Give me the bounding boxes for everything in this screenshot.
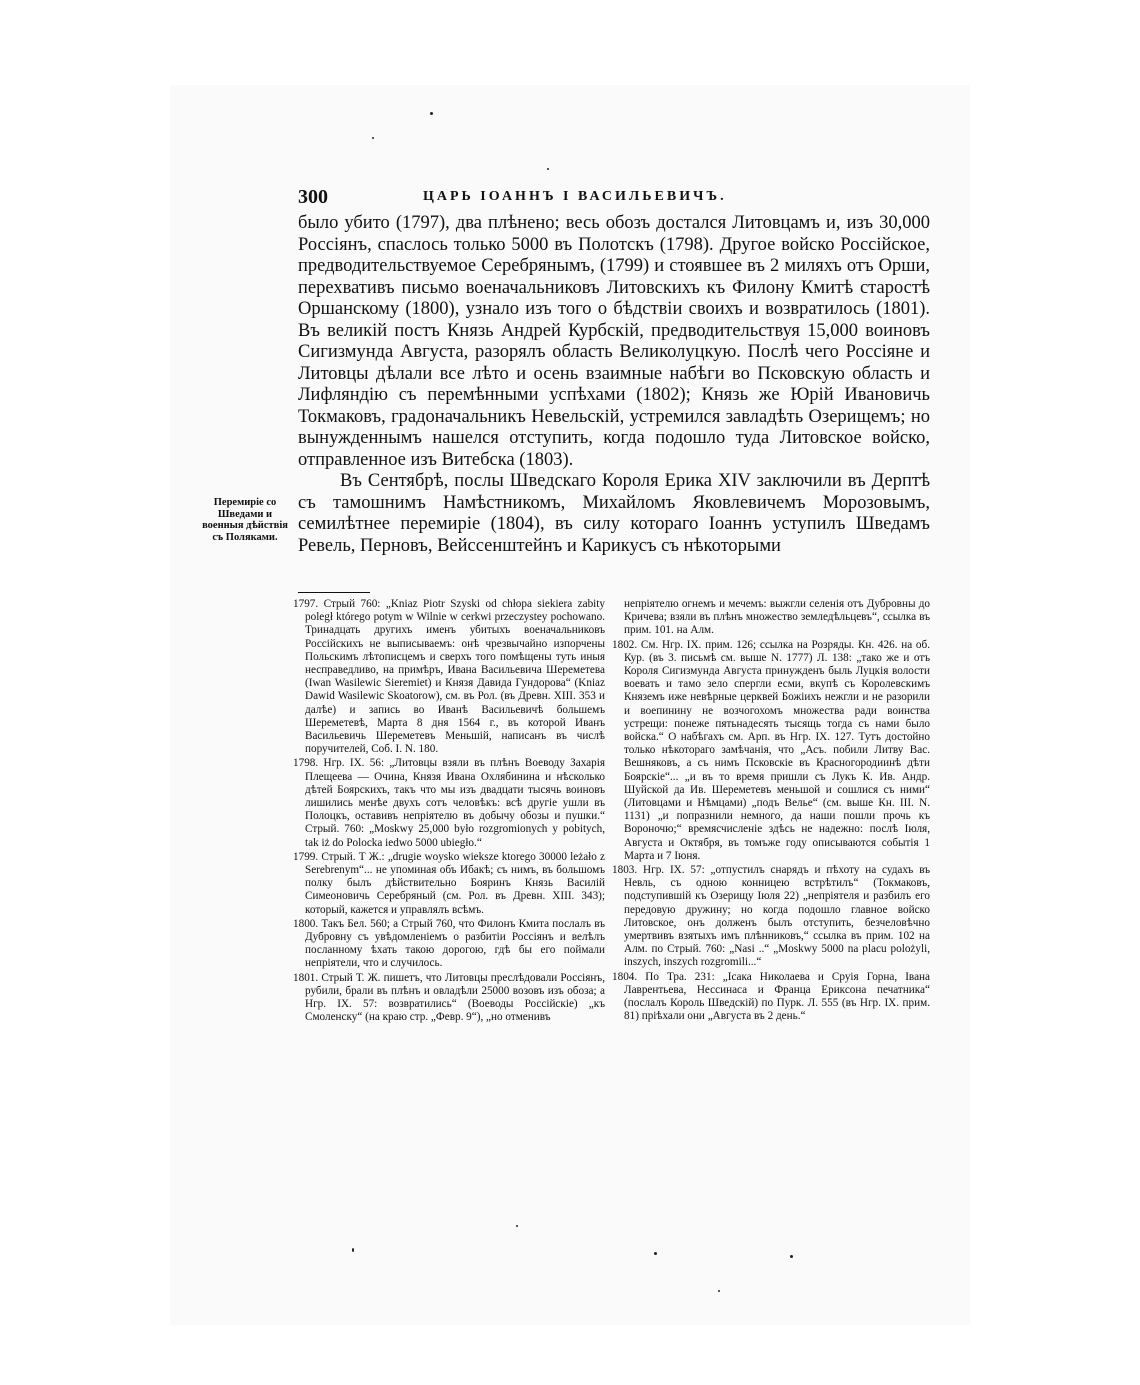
margin-note: Перемиріе со Шведами и военныя дѣйствія съ Поляками. — [202, 497, 288, 543]
scan-speck — [430, 112, 433, 115]
scan-speck — [516, 1225, 518, 1227]
scan-speck — [372, 137, 374, 139]
footnotes-right-column — [612, 598, 930, 1025]
main-paragraph-1: было убито (1797), два плѣнено; весь обозъ достался Литовцамъ и, изъ 30,000 Россіянъ, спаслось только 5000 въ Полотскъ (1798). Другое войско Россійское, предводительствуемое Серебрянымъ, (1799) и стоявшее въ 2 миляхъ отъ Орши, перехвативъ письмо военачальниковъ Литовскихъ къ Филону Кмитѣ старостѣ Оршанскому (1800), узнало изъ того о бѣдствіи своихъ и возвратилось (1801). Въ великій постъ Князь Андрей Курбскій, предводительствуя 15,000 воиновъ Сигизмунда Августа, разорялъ область Великолуцкую. Послѣ чего Россіяне и Литовцы дѣлали все лѣто и осень взаимные набѣги во Псковскую область и Лифляндію съ перемѣнными успѣхами (1802); Князь же Юрій Ивановичь Токмаковъ, градоначальникъ Невельскій, устремился завладѣть Озерищемъ; но вынужденнымъ нашелся отступить, когда подошло туда Литовское войско, отправленное изъ Витебска (1803). — [298, 213, 930, 470]
scan-speck — [547, 168, 549, 170]
footnote-1797: 1797. Стрый 760: „Kniaz Piotr Szyski od chłopa siekiera zabity poległ którego potym w Wilnie w cerkwi przeczystey pochowano. Тринадцать другихъ именъ убитыхъ военачальниковъ Россійскихъ не выписываемъ: онѣ чрезвычайно изпорчены Польскимъ лѣтописцемъ и сверхъ того помѣщены туть иныя несправедливо, на примѣръ, Ивана Васильевича Шереметева (Iwan Wasilewic Sieremiet) и Князя Давида Гундорова“ (Kniaz Dawid Wasilewic Skoatorow), см. въ Рол. (въ Древн. XIII. 353 и далѣе) и запись во Иванѣ Васильевичѣ большемъ Шереметевѣ, Марта 8 дня 1564 г., въ которой Иванъ Васильевичь Шереметевъ Меньшій, написанъ въ числѣ поручителей, Соб. I. N. 180. — [293, 598, 605, 756]
scan-speck — [718, 1290, 720, 1292]
footnote-rule — [298, 592, 370, 593]
page-header — [298, 186, 818, 212]
footnote-1801-continued: непріятелю огнемъ и мечемъ: выжгли селенія отъ Дубровны до Кричева; взяли въ плѣнъ множество земледѣльцевъ“, ссылка въ прим. 101. на Алм. — [624, 598, 930, 637]
scan-speck — [654, 1252, 657, 1255]
footnote-1800: 1800. Такъ Бел. 560; а Стрый 760, что Филонъ Кмита послалъ въ Дубровну съ увѣдомленіемъ о разбитіи Россіянъ и велѣлъ посланному ѣхать такою дорогою, гдѣ бы его поймали непріятели, что и случилось. — [293, 917, 605, 970]
footnote-1798: 1798. Нгр. IX. 56: „Литовцы взяли въ плѣнъ Воеводу Захарія Плещеева — Очина, Князя Ивана Охлябинина и нѣсколько дѣтей Боярскихъ, такъ что мы изъ двадцати тысячь воиновъ лишились менѣе двухъ сотъ человѣкъ: всѣ другіе ушли въ Полоцкъ, оставивъ непріятелю въ добычу обозы и пушки.“ Стрый. 760: „Moskwy 25,000 było rozgromionych y pobitych, tak iż do Polocka iedwo 5000 ubiegło.“ — [293, 757, 605, 849]
footnotes-left-column — [293, 598, 605, 1026]
scan-speck — [352, 1248, 354, 1252]
footnote-1804: 1804. По Тра. 231: „Ісака Николаева и Сруія Горна, Івана Лаврентьева, Нессинаса и Франца Ериксона печатника“ (послалъ Король Шведскій) по Пурк. Л. 555 (въ Нгр. IX. прим. 81) пріѣхали они „Августа въ 2 день.“ — [612, 970, 930, 1023]
scan-speck — [790, 1255, 793, 1258]
running-title: ЦАРЬ IОАННЪ I ВАСИЛЬЕВИЧЪ. — [423, 189, 727, 204]
page-number: 300 — [298, 186, 328, 208]
footnote-1799: 1799. Стрый. Т Ж.: „drugie woysko wieksze ktorego 30000 leżało z Serebrenym“... не упоминая объ Ибакѣ; съ нимъ, въ большомъ полку былъ дѣйствительно Бояринъ Князь Василій Симеоновичь Серебряный (см. Рол. въ Древн. XIII. 343); который, кажется и управлялъ всѣмъ. — [293, 850, 605, 916]
footnote-1802: 1802. См. Нгр. IX. прим. 126; ссылка на Розряды. Кн. 426. на об. Кур. (въ 3. письмѣ см. выше N. 1777) Л. 138: „тако же и отъ Короля Сигизмунда Августа принужденъ быль Луцкія волости воевать и тамо зело спергли есми, вкупѣ съ Королевскимъ Княземъ иже невѣрные церквей Божіихъ нежгли и не разорили и воепинину не возчогохомъ множества ради воинства устрещи: понеже пятьнадесять тысящь тогда съ нами было войска.“ О набѣгахъ см. Арп. въ Нгр. IX. 127. Тутъ достойно только нѣкотораго замѣчанія, что „Асъ. побили Литву Вас. Вешняковъ, а съ нимъ Псковскіе въ Красногородиинѣ дѣти Боярскіе“... „и въ то время пришли съ Лукъ К. Ив. Андр. Шуйской да Ив. Шереметевъ меньшой и сошлися съ ними“ (Литовцами и Нѣмцами) „подъ Велье“ (см. выше Кн. III. N. 1131) „и попразнили немного, да наши пошли прочь къ Вороночю;“ времясчисленіе здѣсь не надежно: послѣ Іюля, Августа и Октября, въ томъже году описываются событія 1 Марта и 7 Іюня. — [612, 638, 930, 862]
footnote-1803: 1803. Нгр. IX. 57: „отпустилъ снарядъ и пѣхоту на судахъ въ Невль, съ одною конницею встрѣтилъ“ (Токмаковъ, подступившій къ Озерищу Іюля 22) „непріятеля и разбилъ его передовую дружину; но когда подошло главное войско Литовское, онъ долженъ былъ отступить, безчеловѣчно умертвивъ взятыхъ имъ плѣнниковъ,“ ссылка въ прим. 102 на Алм. по Стрый. 760: „Nasi ..“ „Moskwy 5000 na placu polożyli, inszych, inszych rozgromili...“ — [612, 864, 930, 969]
main-paragraph-2: Въ Сентябрѣ, послы Шведскаго Короля Ерика XIV заключили въ Дерптѣ съ тамошнимъ Намѣстникомъ, Михайломъ Яковлевичемъ Морозовымъ, семилѣтнее перемиріе (1804), въ силу котораго Іоаннъ уступилъ Шведамъ Ревель, Перновъ, Вейссенштейнъ и Карикусъ съ нѣкоторыми — [298, 471, 930, 556]
footnote-1801: 1801. Стрый Т. Ж. пишетъ, что Литовцы преслѣдовали Россіянъ, рубили, брали въ плѣнъ и овладѣли 25000 возовъ изъ обоза; а Нгр. IX. 57: возвратились“ (Воеводы Россійскіе) „къ Смоленску“ (на краю стр. „Февр. 9“), „но отменивъ — [293, 971, 605, 1024]
main-text — [298, 213, 930, 557]
